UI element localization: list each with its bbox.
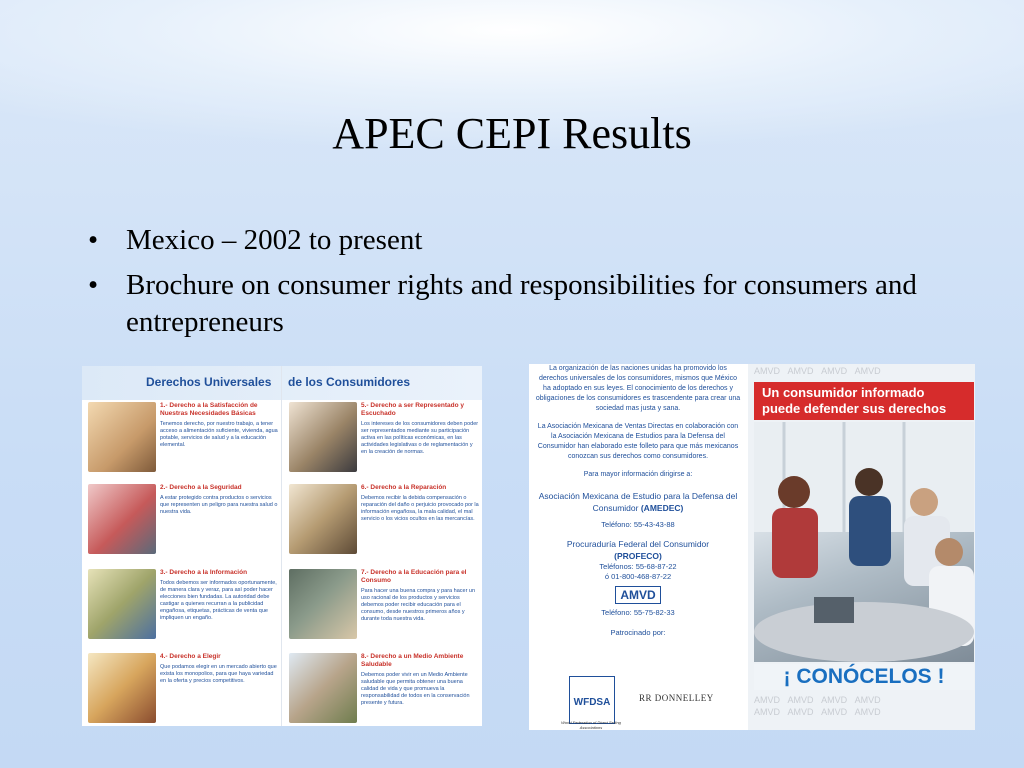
brochure-cover xyxy=(748,364,975,730)
safety-photo xyxy=(88,484,156,554)
right-title: 3.- Derecho a la Información xyxy=(160,569,248,576)
handshake-photo xyxy=(289,484,357,554)
wfdsa-caption: World Federation of Direct Selling Associations xyxy=(561,720,621,730)
office-scene-illustration xyxy=(754,422,974,662)
right-title: 1.- Derecho a la Satisfacción de Nuestras Necesidades Básicas xyxy=(160,402,258,417)
business-meeting-photo xyxy=(754,422,974,662)
cover-cta: ¡ CONÓCELOS ! xyxy=(754,664,974,690)
family-home-photo xyxy=(289,653,357,723)
brochure-heading xyxy=(82,366,482,400)
family-meal-photo xyxy=(88,402,156,472)
right-title: 2.- Derecho a la Seguridad xyxy=(160,484,242,491)
right-body: A estar protegido contra productos o servicios que representen un peligro para nuestra salud o nuestra vida. xyxy=(160,495,278,515)
org-phone: ó 01-800-468-87-22 xyxy=(604,572,672,581)
org-abbr: (AMEDEC) xyxy=(640,503,684,513)
right-item xyxy=(84,402,276,482)
right-title: 7.- Derecho a la Educación para el Consumo xyxy=(361,569,467,584)
bullet-item xyxy=(88,267,968,341)
bullet-text: Brochure on consumer rights and responsibilities for consumers and entrepreneurs xyxy=(126,269,917,338)
right-title: 4.- Derecho a Elegir xyxy=(160,653,221,660)
right-item xyxy=(84,569,276,649)
right-item xyxy=(285,402,477,482)
org-phone: Teléfono: 55-43-43-88 xyxy=(601,520,675,529)
market-photo xyxy=(88,653,156,723)
classroom-photo xyxy=(289,569,357,639)
right-body: Tenemos derecho, por nuestro trabajo, a tener acceso a alimentación suficiente, vivienda, agua potable, servicios de salud y a la educación elemental. xyxy=(160,421,278,448)
consumer-rights-brochure-outside xyxy=(529,364,975,730)
org-phone: Teléfonos: 55-68-87-22 xyxy=(599,562,677,571)
cover-banner: Un consumidor informado puede defender sus derechos xyxy=(754,382,974,420)
org-name: Procuraduría Federal del Consumidor xyxy=(566,539,710,549)
right-title: 5.- Derecho a ser Representado y Escuchado xyxy=(361,402,464,417)
intro-paragraph: La organización de las naciones unidas ha promovido los derechos universales de los consumidores, mismos que México ha adoptado en sus leyes. El conocimiento de los derechos y obligaciones de los consumidores es trascendente para crear una sociedad mas justa y sana. xyxy=(535,365,741,412)
bullet-list xyxy=(88,222,968,349)
org-name: Asociación Mexicana de Estudio para la Defensa del Consumidor xyxy=(538,491,738,513)
brochure-info-panel xyxy=(529,364,747,730)
right-item xyxy=(285,484,477,564)
slide-title: APEC CEPI Results xyxy=(332,109,692,158)
cover-watermark-top: AMVD AMVD AMVD AMVD xyxy=(754,366,881,376)
brochure-heading-right: de los Consumidores xyxy=(288,375,411,389)
right-item xyxy=(285,653,477,726)
bullet-item xyxy=(88,222,968,259)
bullet-text: Mexico – 2002 to present xyxy=(126,224,423,256)
brochure-fold xyxy=(281,366,282,726)
right-body: Los intereses de los consumidores deben poder ser representados mediante su participación activa en las políticas económicas, en las actividades legislativas o de reglamentación y en la creación de normas. xyxy=(361,421,479,455)
amvd-logo: AMVD xyxy=(615,586,660,604)
intro-paragraph: La Asociación Mexicana de Ventas Directas en colaboración con la Asociación Mexicana de Estudios para la Defensa del Consumidor han elaborado este folleto para que más mexicanos conozcan sus derechos como consumidores. xyxy=(537,423,739,460)
bullet-icon: • xyxy=(88,269,99,301)
org-abbr: (PROFECO) xyxy=(614,551,662,561)
right-title: 6.- Derecho a la Reparación xyxy=(361,484,447,491)
cover-watermark-bottom: AMVD AMVD AMVD AMVD AMVD AMVD AMVD AMVD xyxy=(754,695,881,717)
right-item xyxy=(285,569,477,649)
right-item xyxy=(84,653,276,726)
right-body: Debemos poder vivir en un Medio Ambiente saludable que permita obtener una buena calidad de vida y que promueva la responsabilidad de todos en la conservación presente y futura. xyxy=(361,672,470,706)
meeting-photo xyxy=(289,402,357,472)
donnelley-logo: RR DONNELLEY xyxy=(639,693,714,703)
wfdsa-logo-text: WFDSA xyxy=(573,697,611,708)
information-photo xyxy=(88,569,156,639)
right-body: Para hacer una buena compra y para hacer un uso racional de los productos y servicios debemos poder recibir educación para el consumo, desde nuestros primeros años y durante toda nuestra vida. xyxy=(361,588,476,622)
right-body: Todos debemos ser informados oportunamente, de manera clara y veraz, para así poder hacer elecciones bien fundadas. La autoridad debe castigar a quienes recurran a la publicidad engañosa, etiquetas, prácticas de venta que impliquen un engaño. xyxy=(160,580,277,621)
consumer-rights-brochure-inside xyxy=(82,366,482,726)
bullet-icon: • xyxy=(88,224,99,256)
more-info-label: Para mayor información dirigirse a: xyxy=(583,471,693,478)
org-amedec xyxy=(529,490,747,514)
right-title: 8.- Derecho a un Medio Ambiente Saludable xyxy=(361,653,464,668)
right-item xyxy=(84,484,276,564)
org-phone: Teléfono: 55-75-82-33 xyxy=(601,608,675,617)
right-body: Debemos recibir la debida compensación o reparación del daño o perjuicio provocado por la información engañosa, la mala calidad, el mal servicio o los vicios ocultos en las mercancías. xyxy=(361,495,479,522)
brochure-heading-left: Derechos Universales xyxy=(146,375,272,389)
sponsored-label: Patrocinado por: xyxy=(610,628,666,637)
wfdsa-logo xyxy=(569,676,615,724)
right-body: Que podamos elegir en un mercado abierto que exista los monopolios, para que haya variedad en la oferta y precios competitivos. xyxy=(160,664,277,684)
